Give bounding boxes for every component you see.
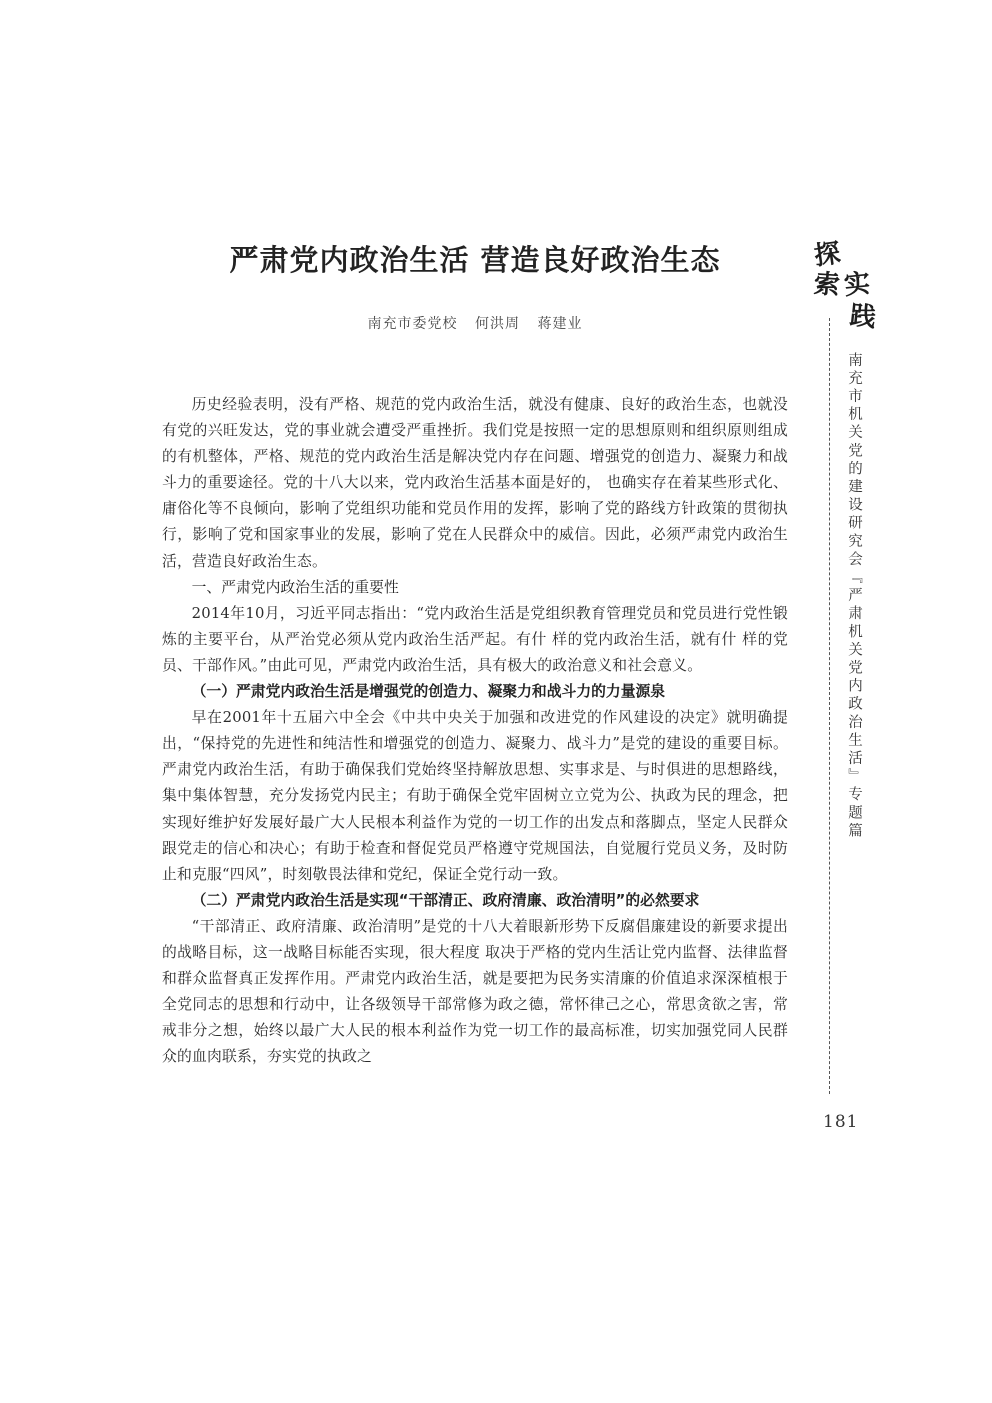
article-title: 严肃党内政治生活 营造良好政治生态 [229, 243, 721, 277]
section-heading: 一、严肃党内政治生活的重要性 [191, 578, 399, 596]
subsection-heading: （二）严肃党内政治生活是实现“干部清正、政府清廉、政治清明”的必然要求 [191, 891, 700, 909]
paragraph: 2014年10月，习近平同志指出：“党内政治生活是党组织教育管理党员和党员进行党性锻炼的主要平台，从严治党必须从党内政治生活严起。有什 样的党内政治生活，就有什 样的党员、干部作风。”由此可见，严肃党内政治生活，具有极大的政治意义和社会意义。 [162, 604, 788, 674]
paragraph: 早在2001年十五届六中全会《中共中央关于加强和改进党的作风建设的决定》就明确提出，“保持党的先进性和纯洁性和增强党的创造力、凝聚力、战斗力”是党的建设的重要目标。严肃党内政治生活，有助于确保我们党始终坚持解放思想、实事求是、与时俱进的思想路线，集中集体智慧，充分发扬党内民主；有助于确保全党牢固树立立党为公、执政为民的理念，把实现好维护好发展好最广大人民根本利益作为党的一切工作的出发点和落脚点，坚定人民群众跟党走的信心和决心；有助于检查和督促党员严格遵守党规国法，自觉履行党员义务，及时防止和克服“四风”，时刻敬畏法律和党纪，保证全党行动一致。 [162, 709, 788, 883]
article-body [162, 392, 788, 1070]
paragraph: 历史经验表明，没有严格、规范的党内政治生活，就没有健康、良好的政治生态，也就没有党的兴旺发达，党的事业就会遭受严重挫折。我们党是按照一定的思想原则和组织原则组成的有机整体，严格、规范的党内政治生活是解决党内存在问题、增强党的创造力、凝聚力和战斗力的重要途径。党的十八大以来，党内政治生活基本面是好的， 也确实存在着某些形式化、庸俗化等不良倾向，影响了党组织功能和党员作用的发挥，影响了党的路线方针政策的贯彻执行，影响了党和国家事业的发展，影响了党在人民群众中的威信。因此，必须严肃党内政治生活，营造良好政治生态。 [162, 396, 788, 570]
author-name: 何洪周 [475, 316, 520, 332]
section-logo [812, 234, 882, 334]
author-line [160, 313, 790, 333]
logo-char: 索 [812, 269, 841, 301]
page-number: 181 [823, 1112, 859, 1132]
logo-char: 践 [848, 300, 878, 334]
logo-char: 实 [842, 268, 872, 302]
subsection-heading: （一）严肃党内政治生活是增强党的创造力、凝聚力和战斗力的力量源泉 [191, 683, 666, 701]
author-affiliation: 南充市委党校 [367, 316, 458, 332]
author-name: 蒋建业 [537, 316, 583, 332]
logo-char: 探 [812, 238, 843, 272]
side-column-label: 南充市机关党的建设研究会『严肃机关党内政治生活』专题篇 [846, 352, 862, 841]
paragraph: “干部清正、政府清廉、政治清明”是党的十八大着眼新形势下反腐倡廉建设的新要求提出的战略目标，这一战略目标能否实现，很大程度 取决于严格的党内生活让党内监督、法律监督和群众监督真正发挥作用。严肃党内政治生活，就是要把为民务实清廉的价值追求深深植根于全党同志的思想和行动中，让各级领导干部常修为政之德，常怀律己之心，常思贪欲之害，常戒非分之想，始终以最广大人民的根本利益作为党一切工作的最高标准，切实加强党同人民群众的血肉联系，夯实党的执政之 [162, 917, 788, 1066]
dashed-divider [829, 318, 830, 1094]
